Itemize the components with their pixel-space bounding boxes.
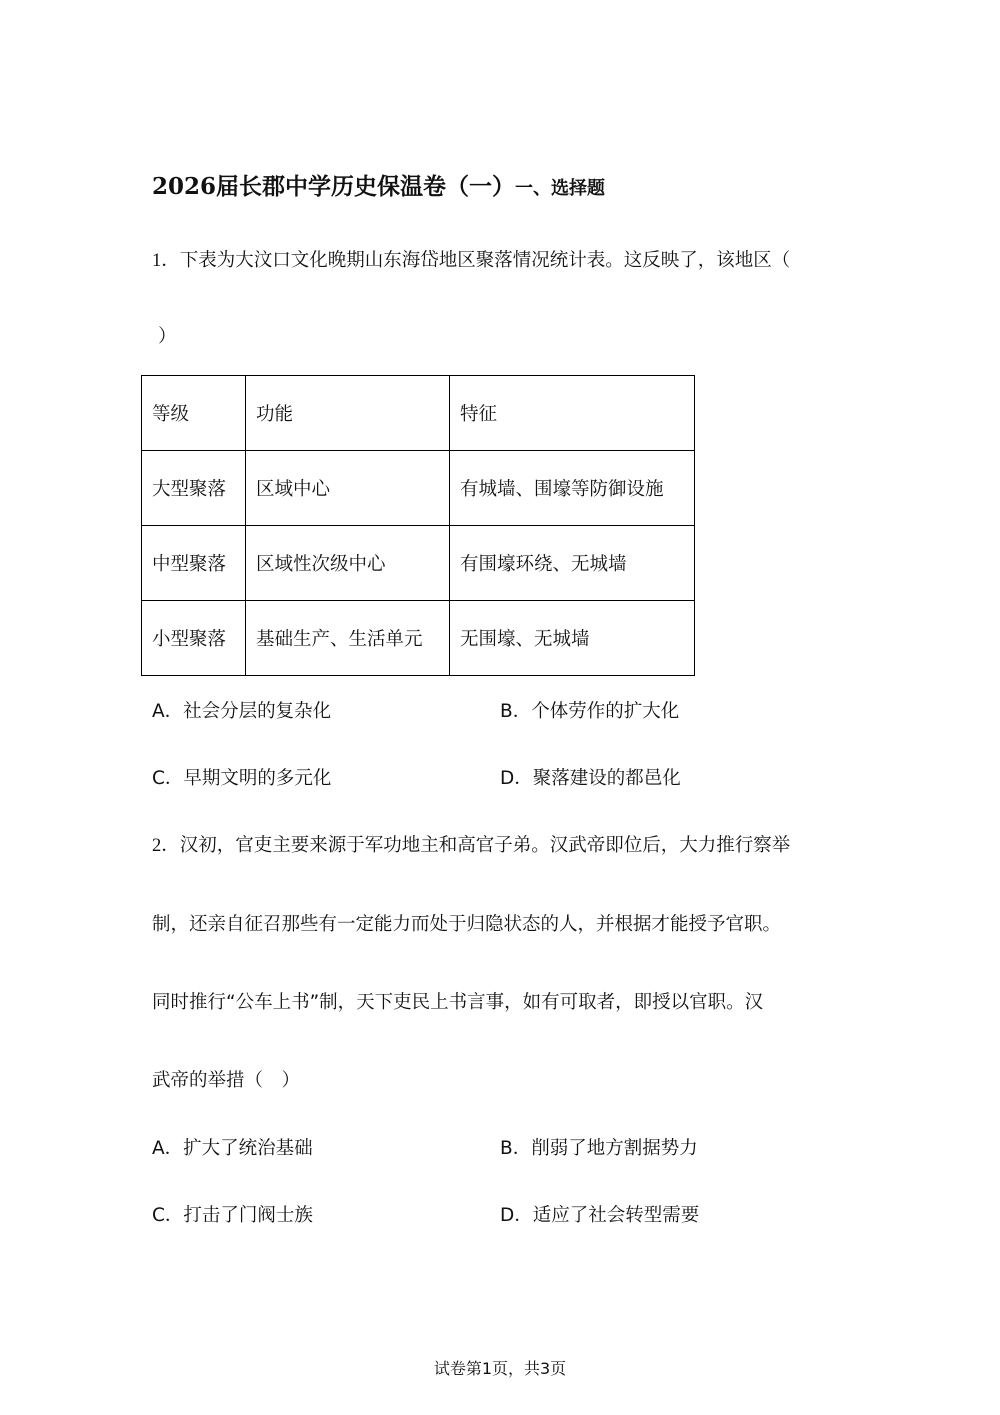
question-1-stem-line2: ） (158, 326, 177, 347)
question-2-number: 2． (152, 836, 180, 856)
table-row (142, 451, 695, 526)
page-title (152, 168, 605, 201)
table-cell: 大型聚落 (142, 451, 246, 526)
table-cell: 基础生产、生活单元 (246, 601, 450, 676)
table-header-cell: 特征 (450, 376, 695, 451)
question-2-option-c[interactable]: C．打击了门阀士族 (152, 1205, 313, 1226)
table-cell: 区域中心 (246, 451, 450, 526)
table-cell: 有围壕环绕、无城墙 (450, 526, 695, 601)
table-header-cell: 功能 (246, 376, 450, 451)
table-cell: 有城墙、围壕等防御设施 (450, 451, 695, 526)
question-2-stem-line4: 武帝的举措（ ） (152, 1070, 301, 1091)
section-heading: 一、选择题 (515, 178, 606, 199)
question-2-option-a[interactable]: A．扩大了统治基础 (152, 1138, 313, 1159)
table-row (142, 601, 695, 676)
table-header-cell: 等级 (142, 376, 246, 451)
table-cell: 中型聚落 (142, 526, 246, 601)
question-1-text: 下表为大汶口文化晚期山东海岱地区聚落情况统计表。这反映了，该地区（ (179, 250, 791, 271)
question-1-option-d[interactable]: D．聚落建设的都邑化 (500, 768, 681, 789)
table-cell: 小型聚落 (142, 601, 246, 676)
question-1-option-b[interactable]: B．个体劳作的扩大化 (500, 701, 680, 722)
table-cell: 无围壕、无城墙 (450, 601, 695, 676)
table-row (142, 526, 695, 601)
table-cell: 区域性次级中心 (246, 526, 450, 601)
table-header-row (142, 376, 695, 451)
settlement-table (141, 375, 695, 676)
question-2-stem-line3: 同时推行“公车上书”制，天下吏民上书言事，如有可取者，即授以官职。汉 (152, 992, 764, 1013)
question-1-option-c[interactable]: C．早期文明的多元化 (152, 768, 332, 789)
question-2-stem-line2: 制，还亲自征召那些有一定能力而处于归隐状态的人，并根据才能授予官职。 (152, 914, 782, 935)
question-1-stem-line1 (152, 246, 790, 272)
question-1-option-a[interactable]: A．社会分层的复杂化 (152, 701, 332, 722)
question-1-number: 1． (152, 251, 180, 271)
question-2-option-d[interactable]: D．适应了社会转型需要 (500, 1205, 700, 1226)
question-2-option-b[interactable]: B．削弱了地方割据势力 (500, 1138, 698, 1159)
question-2-stem-line1 (152, 831, 790, 857)
page-footer: 试卷第1页，共3页 (433, 1359, 567, 1378)
exam-title: 2026届长郡中学历史保温卷（一） (152, 173, 516, 200)
question-2-text: 汉初，官吏主要来源于军功地主和高官子弟。汉武帝即位后，大力推行察举 (179, 835, 791, 856)
